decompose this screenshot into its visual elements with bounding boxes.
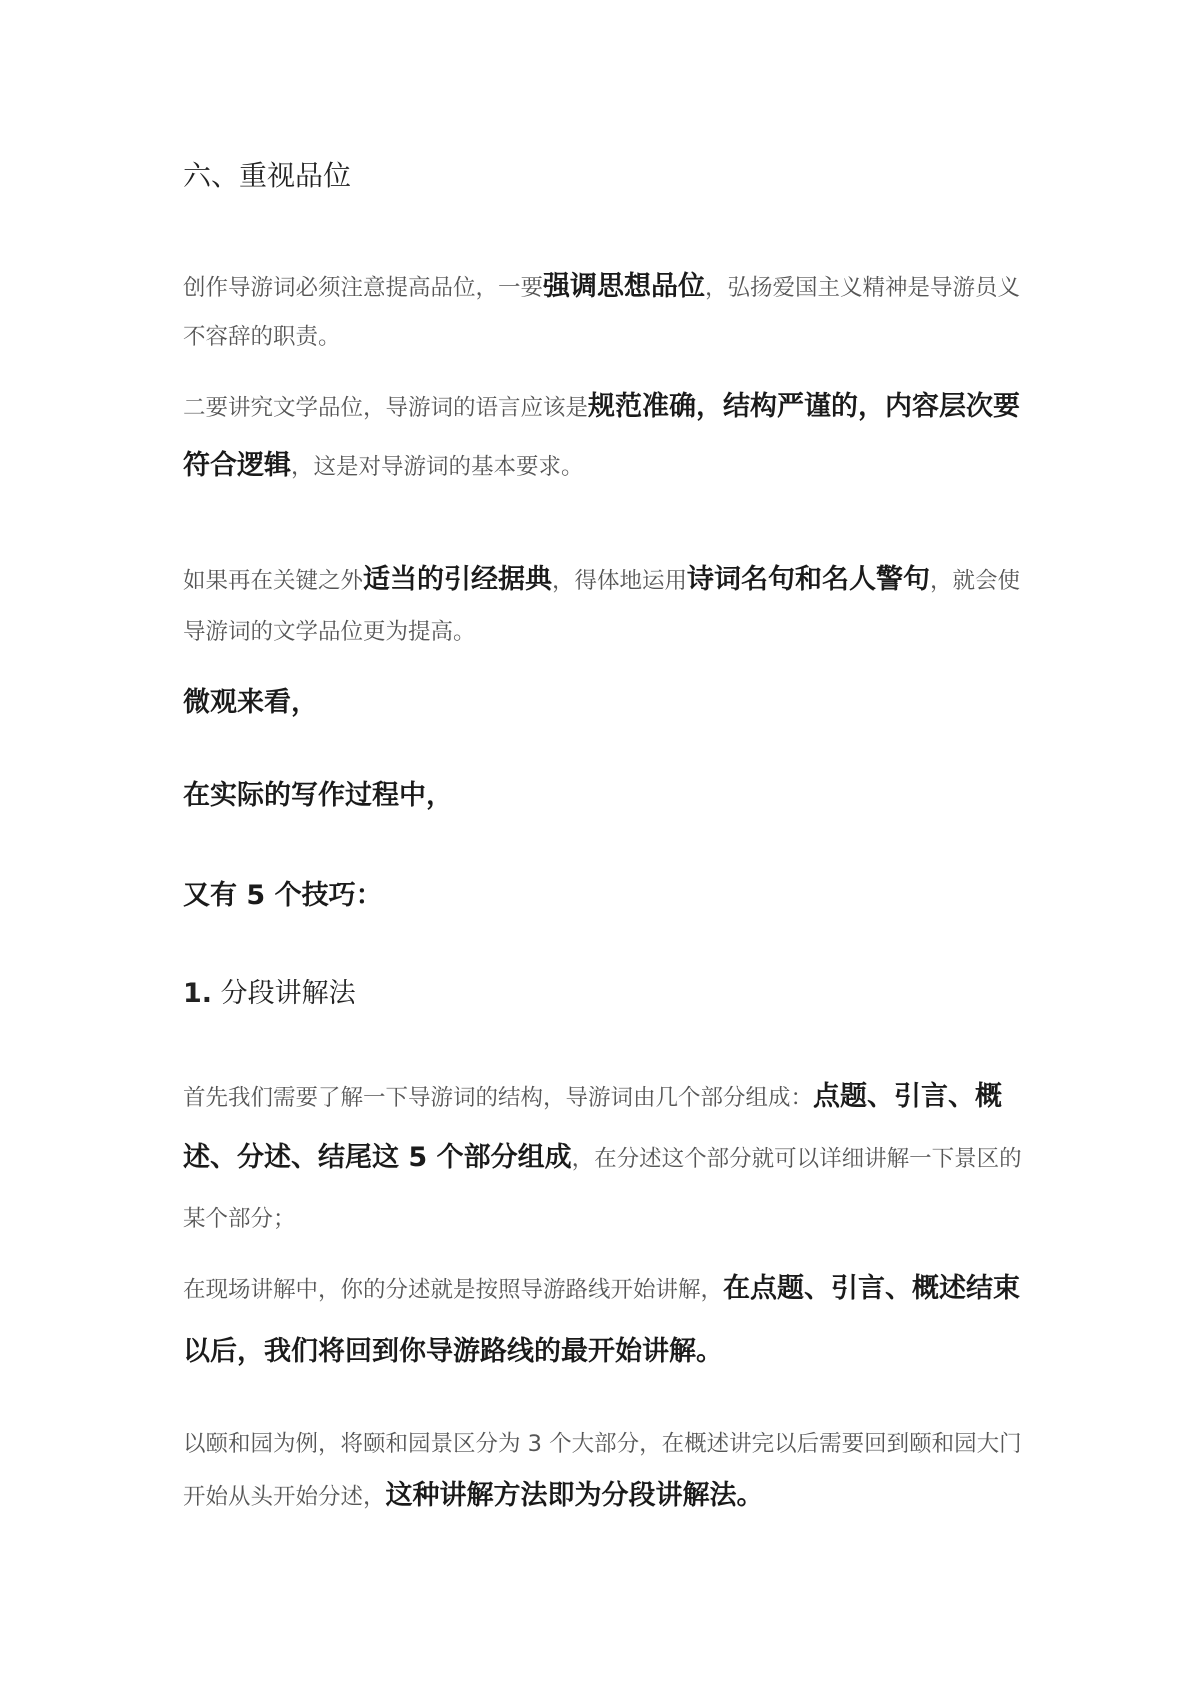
paragraph-text: ，得体地运用: [552, 568, 688, 594]
tip-number: 1.: [183, 978, 213, 1009]
micro-view-line: 微观来看，: [183, 687, 318, 718]
paragraph-thought-quality: [183, 262, 1028, 362]
emphasis-text: 强调思想品位: [543, 271, 706, 302]
paragraph-text: ，就会使导游词的文学品位更为提高。: [183, 568, 1021, 645]
section-heading-six: 六、重视品位: [183, 159, 352, 192]
five-tips-line: 又有 5 个技巧：: [183, 880, 383, 911]
emphasis-text: 这种讲解方法即为分段讲解法。: [385, 1480, 764, 1511]
paragraph-quotations: [183, 554, 1028, 658]
paragraph-onsite: [183, 1258, 1028, 1384]
paragraph-text: 二要讲究文学品位，导游词的语言应该是: [183, 395, 589, 421]
emphasis-text: 适当的引经据典: [363, 564, 553, 595]
paragraph-structure: [183, 1067, 1028, 1249]
emphasis-text: 诗词名句和名人警句: [687, 564, 931, 595]
paragraph-text: 如果再在关键之外: [183, 568, 364, 594]
paragraph-literary-quality: [183, 378, 1028, 496]
paragraph-text: ，在分述这个部分就可以详细讲解一下景区的某个部分；: [183, 1146, 1022, 1232]
paragraph-text: ，这是对导游词的基本要求。: [291, 454, 584, 480]
emphasis-text: 点题、引言、概述、分述、结尾这 5 个部分组成: [183, 1081, 1003, 1173]
paragraph-text: ，弘扬爱国主义精神是导游员义不容辞的职责。: [183, 275, 1021, 350]
paragraph-example: [183, 1419, 1028, 1523]
paragraph-text: 首先我们需要了解一下导游词的结构，导游词由几个部分组成：: [183, 1085, 814, 1111]
paragraph-text: 创作导游词必须注意提高品位，一要: [183, 275, 544, 301]
paragraph-text: 以颐和园为例，将颐和园景区分为 3 个大部分，在概述讲完以后需要回到颐和园大门开始从头开始分述，: [183, 1431, 1022, 1510]
emphasis-text: 规范准确，结构严谨的，内容层次要符合逻辑: [183, 391, 1021, 481]
tip-heading-one: [183, 976, 1028, 1012]
emphasis-text: 在点题、引言、概述结束以后，我们将回到你导游路线的最开始讲解。: [183, 1273, 1021, 1367]
writing-process-line: 在实际的写作过程中，: [183, 780, 453, 811]
paragraph-text: 在现场讲解中，你的分述就是按照导游路线开始讲解，: [183, 1277, 724, 1303]
tip-title: 分段讲解法: [220, 978, 356, 1009]
